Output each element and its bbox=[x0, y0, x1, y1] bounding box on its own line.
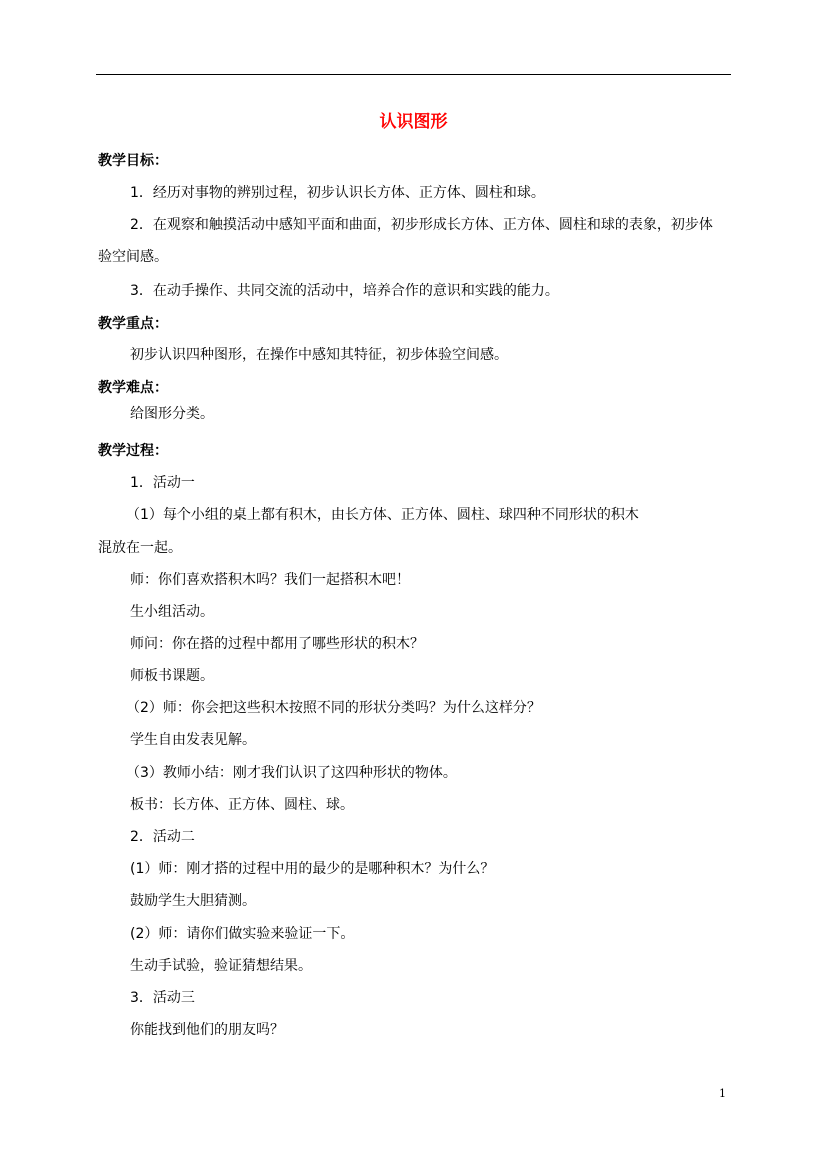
process-line-4: 师：你们喜欢搭积木吗？我们一起搭积木吧！ bbox=[130, 572, 410, 588]
key-points-text: 初步认识四种图形，在操作中感知其特征，初步体验空间感。 bbox=[130, 347, 508, 363]
process-line-7: 师板书课题。 bbox=[130, 668, 214, 684]
difficulties-heading: 教学难点： bbox=[98, 380, 168, 396]
objective-item-2-continued: 验空间感。 bbox=[98, 249, 168, 265]
key-points-heading: 教学重点： bbox=[98, 316, 168, 332]
page-number: 1 bbox=[719, 1087, 726, 1100]
objective-item-2: 2．在观察和触摸活动中感知平面和曲面，初步形成长方体、正方体、圆柱和球的表象，初步体 bbox=[130, 217, 713, 233]
process-line-18: 你能找到他们的朋友吗？ bbox=[130, 1022, 284, 1038]
process-line-12: 2．活动二 bbox=[130, 829, 195, 845]
process-line-17: 3．活动三 bbox=[130, 990, 195, 1006]
process-line-16: 生动手试验，验证猜想结果。 bbox=[130, 958, 312, 974]
objective-item-3: 3．在动手操作、共同交流的活动中，培养合作的意识和实践的能力。 bbox=[130, 283, 559, 299]
process-line-8: （2）师：你会把这些积木按照不同的形状分类吗？为什么这样分？ bbox=[126, 700, 541, 716]
process-line-10: （3）教师小结：刚才我们认识了这四种形状的物体。 bbox=[126, 765, 457, 781]
process-line-13: (1）师：刚才搭的过程中用的最少的是哪种积木？为什么？ bbox=[130, 861, 495, 877]
process-line-1: 1．活动一 bbox=[130, 475, 195, 491]
objectives-heading: 教学目标： bbox=[98, 153, 168, 169]
process-line-9: 学生自由发表见解。 bbox=[130, 732, 256, 748]
process-line-2: （1）每个小组的桌上都有积木，由长方体、正方体、圆柱、球四种不同形状的积木 bbox=[126, 507, 639, 523]
process-line-3: 混放在一起。 bbox=[98, 540, 182, 556]
process-line-6: 师问：你在搭的过程中都用了哪些形状的积木？ bbox=[130, 636, 424, 652]
process-line-14: 鼓励学生大胆猜测。 bbox=[130, 893, 256, 909]
objective-item-1: 1．经历对事物的辨别过程，初步认识长方体、正方体、圆柱和球。 bbox=[130, 185, 545, 201]
process-line-5: 生小组活动。 bbox=[130, 604, 214, 620]
difficulties-text: 给图形分类。 bbox=[130, 406, 214, 422]
process-heading: 教学过程： bbox=[98, 443, 168, 459]
process-line-15: (2）师：请你们做实验来验证一下。 bbox=[130, 926, 355, 942]
document-title: 认识图形 bbox=[379, 112, 448, 132]
process-line-11: 板书：长方体、正方体、圆柱、球。 bbox=[130, 797, 354, 813]
header-rule bbox=[96, 74, 731, 75]
